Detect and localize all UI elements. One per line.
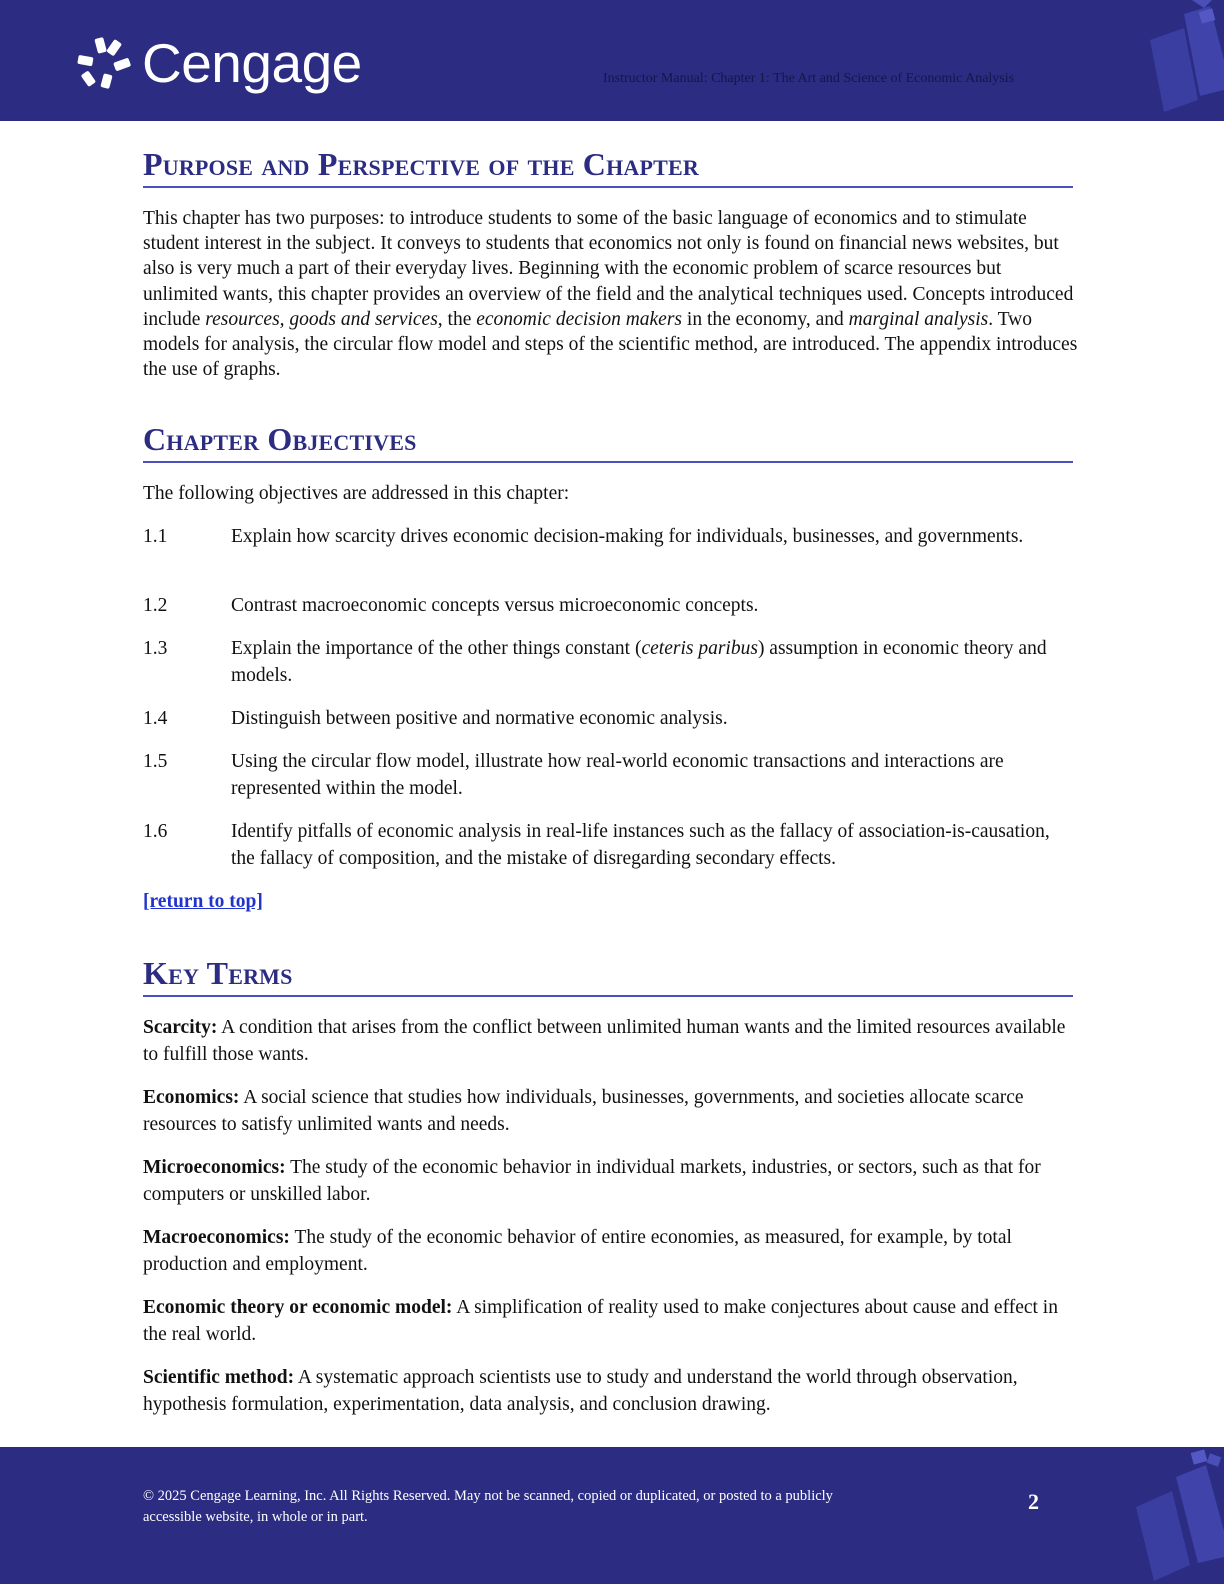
header-decoration-icon bbox=[1140, 0, 1224, 121]
key-term-definition: The study of the economic behavior in individual markets, industries, or sectors, such as that for computers or unskilled labor. bbox=[143, 1157, 1041, 1205]
cengage-logo-mark-icon bbox=[74, 34, 136, 92]
key-term-name: Economic theory or economic model: bbox=[143, 1297, 453, 1318]
objective-text-italic: ceteris paribus bbox=[641, 638, 758, 659]
purpose-text-3: in the economy, and bbox=[682, 308, 849, 330]
key-terms-heading: Key Terms bbox=[143, 955, 1073, 997]
return-to-top-link[interactable]: [return to top] bbox=[143, 891, 263, 912]
purpose-heading: Purpose and Perspective of the Chapter bbox=[143, 146, 1073, 188]
objectives-intro: The following objectives are addressed in this chapter: bbox=[143, 483, 570, 504]
objective-number: 1.3 bbox=[143, 638, 168, 659]
purpose-text-4: . Two models for analysis, the circular flow model and steps of the scientific method, are introduced. The appendix introduces the use of graphs. bbox=[143, 308, 1078, 381]
key-term-name: Scarcity: bbox=[143, 1017, 218, 1038]
objective-number: 1.5 bbox=[143, 751, 168, 772]
objectives-heading: Chapter Objectives bbox=[143, 421, 1073, 463]
key-term-name: Macroeconomics: bbox=[143, 1227, 290, 1248]
page-footer bbox=[0, 1447, 1224, 1584]
logo-wordmark: Cengage bbox=[142, 32, 362, 94]
objective-number: 1.4 bbox=[143, 708, 168, 729]
document-running-title: Instructor Manual: Chapter 1: The Art and Science of Economic Analysis bbox=[603, 71, 1015, 86]
objective-text: Identify pitfalls of economic analysis in real-life instances such as the fallacy of association-is-causation, the fallacy of composition, and the mistake of disregarding secondary effects. bbox=[231, 821, 1050, 869]
key-term-definition: A systematic approach scientists use to study and understand the world through observation, hypothesis formulation, experimentation, data analysis, and conclusion drawing. bbox=[143, 1367, 1018, 1415]
purpose-italic-2: economic decision makers bbox=[476, 308, 683, 330]
key-term-item bbox=[143, 1014, 1078, 1068]
key-term-definition: The study of the economic behavior of entire economies, as measured, for example, by total production and employment. bbox=[143, 1227, 1012, 1275]
key-term-name: Microeconomics: bbox=[143, 1157, 286, 1178]
key-term-item bbox=[143, 1084, 1078, 1138]
objective-text bbox=[231, 635, 1071, 689]
key-term-definition: A simplification of reality used to make conjectures about cause and effect in the real world. bbox=[143, 1297, 1058, 1345]
purpose-italic-3: marginal analysis bbox=[848, 308, 989, 330]
page-header bbox=[0, 0, 1224, 121]
objective-text: Explain how scarcity drives economic decision-making for individuals, businesses, and governments. bbox=[231, 526, 1024, 547]
objective-text: Using the circular flow model, illustrate how real-world economic transactions and interactions are represented within the model. bbox=[231, 751, 1004, 799]
objective-text: Contrast macroeconomic concepts versus microeconomic concepts. bbox=[231, 595, 759, 616]
purpose-text-1: This chapter has two purposes: to introduce students to some of the basic language of economics and to stimulate student interest in the subject. It conveys to students that economics not only is found on financial news websites, but also is very much a part of their everyday lives. Beginning with the economic problem of scarce resources but unlimited wants, this chapter provides an overview of the field and the analytical techniques used. Concepts introduced include bbox=[143, 208, 1074, 330]
objective-text-pre: Explain the importance of the other things constant ( bbox=[231, 638, 642, 659]
page-number: 2 bbox=[1028, 1489, 1039, 1514]
key-term-name: Economics: bbox=[143, 1087, 240, 1108]
objective-text: Distinguish between positive and normative economic analysis. bbox=[231, 708, 728, 729]
key-term-item bbox=[143, 1224, 1078, 1278]
objective-number: 1.1 bbox=[143, 526, 168, 547]
key-term-definition: A social science that studies how individuals, businesses, governments, and societies allocate scarce resources to satisfy unlimited wants and needs. bbox=[143, 1087, 1024, 1135]
purpose-italic-1: resources, goods and services bbox=[205, 308, 438, 330]
cengage-logo bbox=[74, 33, 362, 93]
objective-number: 1.2 bbox=[143, 595, 168, 616]
purpose-paragraph bbox=[143, 206, 1078, 382]
objective-text-post: ) assumption in economic theory and models. bbox=[231, 638, 1047, 686]
key-term-name: Scientific method: bbox=[143, 1367, 295, 1388]
copyright-notice: © 2025 Cengage Learning, Inc. All Rights Reserved. May not be scanned, copied or duplicated, or posted to a publicly accessible website, in whole or in part. bbox=[143, 1488, 833, 1525]
key-term-item bbox=[143, 1364, 1078, 1418]
objective-number: 1.6 bbox=[143, 821, 168, 842]
key-term-item bbox=[143, 1154, 1078, 1208]
footer-decoration-icon bbox=[1136, 1447, 1224, 1584]
key-term-item bbox=[143, 1294, 1078, 1348]
purpose-text-2: , the bbox=[437, 308, 477, 330]
key-term-definition: A condition that arises from the conflict between unlimited human wants and the limited resources available to fulfill those wants. bbox=[143, 1017, 1066, 1065]
